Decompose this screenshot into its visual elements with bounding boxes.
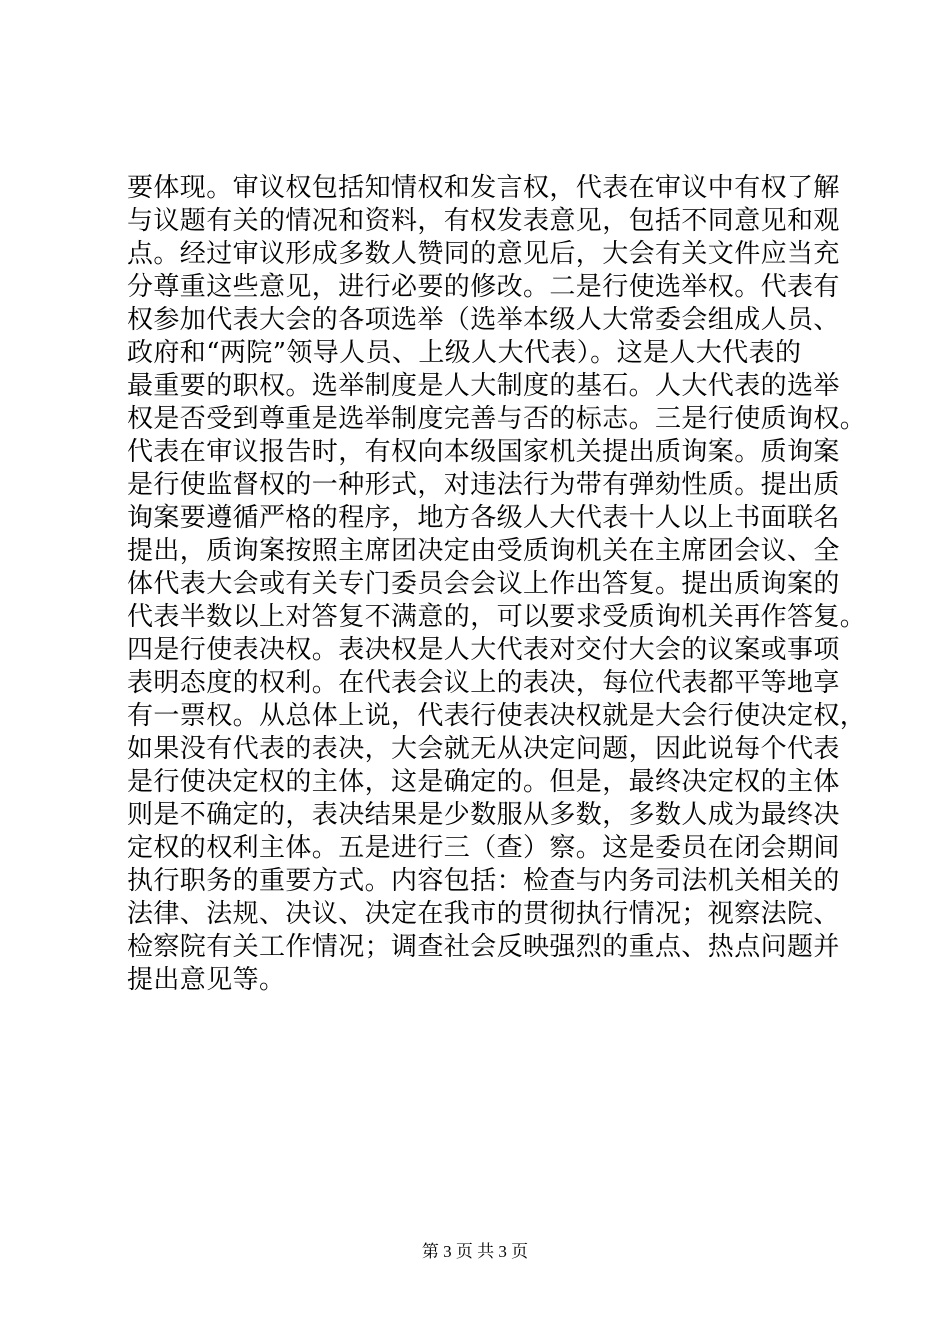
- text-line-15: 四是行使表决权。表决权是人大代表对交付大会的议案或事项: [127, 635, 840, 665]
- page-number-indicator: 第 3 页 共 3 页: [421, 1242, 529, 1261]
- text-line-8: 权是否受到尊重是选举制度完善与否的标志。三是行使质询权。: [127, 404, 867, 434]
- body-paragraph: [127, 172, 867, 997]
- text-line-25: 提出意见等。: [127, 965, 286, 995]
- text-line-20: 则是不确定的，表决结果是少数服从多数，多数人成为最终决: [127, 800, 840, 830]
- text-line-22: 执行职务的重要方式。内容包括：检查与内务司法机关相关的: [127, 866, 840, 896]
- text-line-7: 最重要的职权。选举制度是人大制度的基石。人大代表的选举: [127, 371, 840, 401]
- text-line-2: 与议题有关的情况和资料，有权发表意见，包括不同意见和观: [127, 206, 840, 236]
- text-line-17: 有一票权。从总体上说，代表行使表决权就是大会行使决定权，: [127, 701, 867, 731]
- text-line-11: 询案要遵循严格的程序，地方各级人大代表十人以上书面联名: [127, 503, 840, 533]
- text-line-14: 代表半数以上对答复不满意的，可以要求受质询机关再作答复。: [127, 602, 867, 632]
- text-line-1: 要体现。审议权包括知情权和发言权，代表在审议中有权了解: [127, 173, 840, 203]
- text-line-23: 法律、法规、决议、决定在我市的贯彻执行情况；视察法院、: [127, 899, 840, 929]
- text-line-16: 表明态度的权利。在代表会议上的表决，每位代表都平等地享: [127, 668, 840, 698]
- text-line-9: 代表在审议报告时，有权向本级国家机关提出质询案。质询案: [127, 437, 840, 467]
- text-line-13: 体代表大会或有关专门委员会会议上作出答复。提出质询案的: [127, 569, 840, 599]
- text-line-10: 是行使监督权的一种形式，对违法行为带有弹劾性质。提出质: [127, 470, 840, 500]
- text-line-3: 点。经过审议形成多数人赞同的意见后，大会有关文件应当充: [127, 239, 840, 269]
- page-footer: [0, 1240, 950, 1264]
- text-line-4: 分尊重这些意见，进行必要的修改。二是行使选举权。代表有: [127, 272, 840, 302]
- text-line-12: 提出，质询案按照主席团决定由受质询机关在主席团会议、全: [127, 536, 840, 566]
- text-line-21: 定权的权利主体。五是进行三（查）察。这是委员在闭会期间: [127, 833, 840, 863]
- text-line-24: 检察院有关工作情况；调查社会反映强烈的重点、热点问题并: [127, 932, 840, 962]
- text-line-6: 政府和“两院”领导人员、上级人大代表）。这是人大代表的: [127, 338, 802, 368]
- text-line-19: 是行使决定权的主体，这是确定的。但是，最终决定权的主体: [127, 767, 840, 797]
- text-line-5: 权参加代表大会的各项选举（选举本级人大常委会组成人员、: [127, 305, 840, 335]
- text-line-18: 如果没有代表的表决，大会就无从决定问题，因此说每个代表: [127, 734, 840, 764]
